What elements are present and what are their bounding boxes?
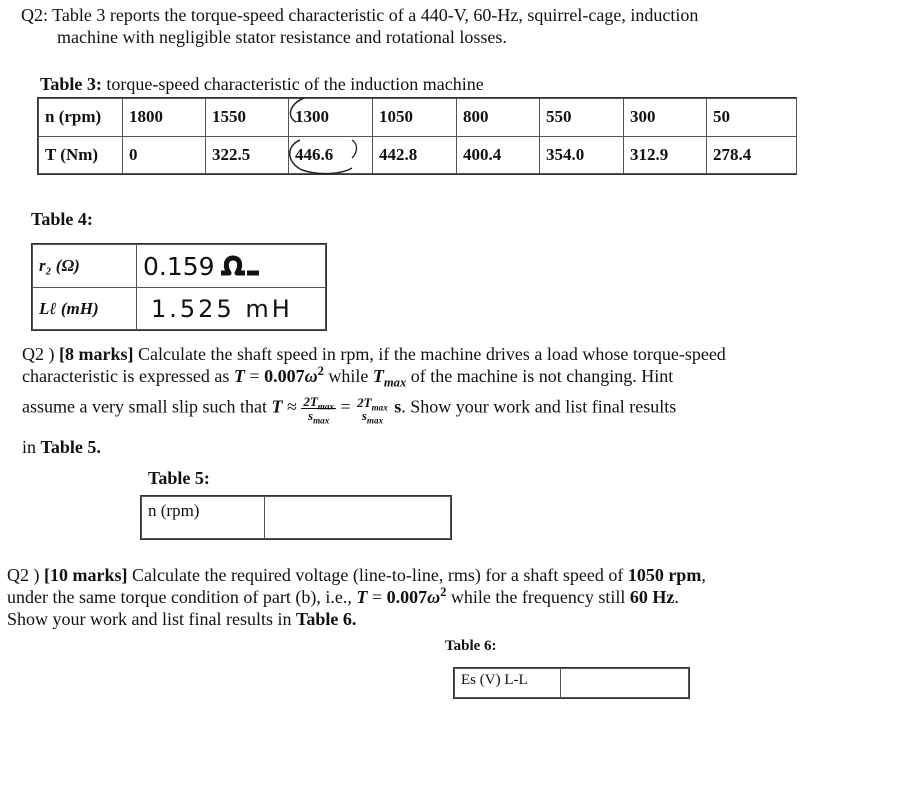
table3-cell: 442.8 [373, 136, 457, 174]
part-a-text2a: characteristic is expressed as [22, 366, 234, 386]
table3-caption-label: Table 3: [40, 74, 102, 94]
table3-cell: 1800 [123, 99, 206, 137]
table3-cell-highlighted: 1300 [289, 99, 373, 137]
part-a-text4b: Table 5. [40, 437, 101, 457]
table3-caption [40, 73, 484, 95]
table3-cell: 50 [707, 99, 797, 137]
part-a-line3: assume a very small slip such that T ≈ $\frac{2T_{max}}{s_{max}}$ = $2T_{max}$ $s_{max}$ s. Show your work and list final results [22, 394, 677, 426]
part-b-text1: Calculate the required voltage (line-to-line, rms) for a shaft speed of [127, 565, 628, 585]
table6-label: Es (V) L-L [455, 669, 561, 698]
table6 [453, 667, 690, 699]
table5-label: n (rpm) [142, 497, 265, 539]
part-b-line1: Q2 ) [10 marks] Calculate the required voltage (line-to-line, rms) for a shaft speed of 1050 rpm, [7, 565, 706, 585]
part-a-text4a: in [22, 437, 41, 457]
part-b-line3 [7, 608, 807, 630]
table3-cell: 800 [457, 99, 540, 137]
question-header-line1: Q2: Table 3 reports the torque-speed characteristic of a 440-V, 60-Hz, squirrel-cage, induction [21, 5, 699, 25]
table3-row-label: n (rpm) [39, 99, 123, 137]
question-part-a [22, 343, 822, 458]
table4-le-value-cell [137, 288, 326, 330]
part-b-line2: under the same torque condition of part (b), i.e., $T = 0.007\omega^2$ while the frequency still 60 Hz. [7, 585, 679, 607]
handdrawn-circle-annotation [280, 96, 380, 178]
table3-row-label: T (Nm) [39, 136, 123, 174]
question-header-line2: machine with negligible stator resistance and rotational losses. [57, 27, 507, 47]
part-a-text1: Calculate the shaft speed in rpm, if the machine drives a load whose torque-speed [133, 344, 726, 364]
table3-caption-text: torque-speed characteristic of the induction machine [101, 74, 484, 94]
table3-row-speed [39, 99, 797, 137]
ohm-symbol-icon [219, 255, 263, 277]
table5-answer-cell[interactable] [265, 497, 451, 539]
table3-cell: 312.9 [624, 136, 707, 174]
table4-row-le [33, 288, 326, 330]
part-b-freq: 60 Hz [629, 587, 675, 607]
part-b-text2b: while the frequency still [446, 587, 630, 607]
table4-r2-value: 0.159 [143, 251, 215, 281]
table3-cell: 550 [540, 99, 624, 137]
table3-cell: 322.5 [206, 136, 289, 174]
part-b-text3a: Show your work and list final results in [7, 609, 296, 629]
part-a-text2b: while [323, 366, 373, 386]
table5-row [142, 497, 451, 539]
formula-fraction: $\frac{2T_{max}}{s_{max}}$ [303, 394, 334, 426]
table3 [37, 97, 797, 175]
part-b-marks: [10 marks] [44, 565, 128, 585]
part-a-text2c: of the machine is not changing. Hint [406, 366, 674, 386]
table3-cell: 354.0 [540, 136, 624, 174]
table6-answer-cell[interactable] [561, 669, 689, 698]
table3-cell: 0 [123, 136, 206, 174]
part-a-text3a: assume a very small slip such that [22, 396, 272, 417]
table4-caption: Table 4: [31, 209, 93, 229]
table3-cell-highlighted: 446.6 [289, 136, 373, 174]
table3-cell: 278.4 [707, 136, 797, 174]
table4-r2-label: r₂ (Ω) [33, 245, 137, 288]
formula-fraction: $2T_{max}$ $s_{max}$ [357, 394, 388, 426]
table4-r2-value-cell [137, 245, 326, 288]
part-a-line2: characteristic is expressed as $T = 0.007\omega^2$ while $T_{max}$ of the machine is not changing. Hint [22, 364, 674, 390]
part-a-line1 [22, 343, 822, 365]
table4-row-r2 [33, 245, 326, 288]
table3-cell: 300 [624, 99, 707, 137]
table3-row-torque [39, 136, 797, 174]
part-a-line4 [22, 436, 822, 458]
part-b-text3b: Table 6. [295, 609, 357, 629]
part-a-marks: [8 marks] [59, 344, 134, 364]
table3-cell: 400.4 [457, 136, 540, 174]
table5 [140, 495, 452, 540]
table6-caption: Table 6: [445, 638, 497, 654]
part-a-prefix: Q2 ) [22, 344, 59, 364]
question-header [21, 4, 901, 48]
part-b-speed: 1050 rpm [627, 565, 702, 585]
part-b-prefix: Q2 ) [7, 565, 44, 585]
table5-caption: Table 5: [148, 468, 210, 488]
part-b-text2a: under the same torque condition of part (b), i.e., [7, 587, 357, 607]
table4 [31, 243, 327, 331]
table3-cell: 1550 [206, 99, 289, 137]
question-part-b [7, 564, 807, 630]
table6-row [455, 669, 689, 698]
table4-le-value: 1.525 mH [151, 294, 293, 323]
table3-cell: 1050 [373, 99, 457, 137]
part-a-text3b: . Show your work and list final results [401, 396, 677, 417]
table4-le-label: Lℓ (mH) [33, 288, 137, 330]
